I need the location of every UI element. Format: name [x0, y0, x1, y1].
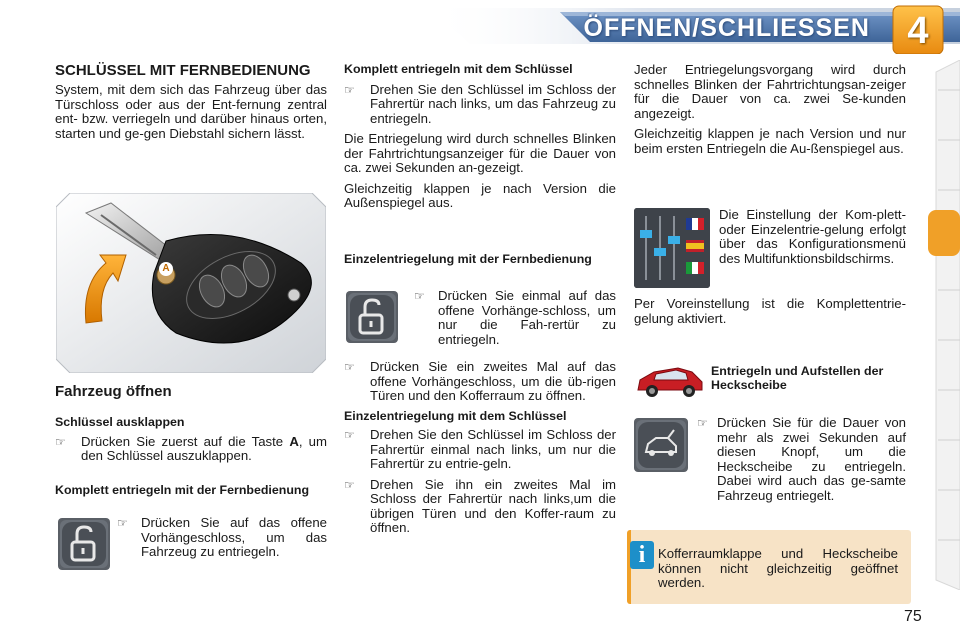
config-sliders-icon — [634, 208, 710, 288]
single-key-instruction-1: ☞ Drehen Sie den Schlüssel im Schloss der Fahrertür einmal nach links, um nur die Fahrertür zu entrie-geln. — [344, 427, 616, 471]
unlock-blink-paragraph: Jeder Entriegelungsvorgang wird durch schnelles Blinken der Fahrtrichtungsan-zeiger für die Dauer von ca. zwei Se-kunden angezeigt. — [634, 62, 906, 121]
tailgate-heading: Entriegeln und Aufstellen der Heckscheibe — [711, 364, 884, 392]
left-column-lower — [55, 385, 327, 400]
section-heading: SCHLÜSSEL MIT FERNBEDIENUNG — [55, 62, 311, 79]
pointing-hand-icon: ☞ — [697, 416, 708, 430]
complete-remote-instruction: ☞ Drücken Sie auf das offene Vorhängeschloss, um das Fahrzeug zu entriegeln. — [117, 515, 327, 559]
single-section-lower — [344, 360, 616, 542]
info-text: Kofferraumklappe und Heckscheibe können nicht gleichzeitig geöffnet werden. — [658, 546, 898, 590]
car-tailgate-icon — [634, 418, 688, 472]
open-vehicle-title: Fahrzeug öffnen — [55, 383, 172, 400]
single-remote-instruction-1: ☞ Drücken Sie einmal auf das offene Vorhänge-schloss, um nur die Fah-rertür zu entriegeln. — [414, 288, 616, 347]
complete-remote-heading: Komplett entriegeln mit der Fernbedienung — [55, 483, 310, 497]
chapter-tab-active — [928, 210, 960, 256]
tailgate-heading-block — [711, 365, 906, 392]
key-photo — [56, 193, 326, 373]
blink-paragraph: Die Entriegelung wird durch schnelles Blinken der Fahrtrichtungsanzeiger für die Dauer von ca. zwei Sekunden an-gezeigt. — [344, 131, 616, 175]
pointing-hand-icon: ☞ — [344, 360, 355, 374]
unfold-instruction: ☞ Drücken Sie zuerst auf die Taste A, um den Schlüssel auszuklappen. — [55, 433, 327, 463]
middle-column — [344, 63, 616, 217]
page-title: ÖFFNEN/SCHLIESSEN — [583, 14, 870, 42]
page-number: 75 — [904, 608, 922, 625]
padlock-open-icon-2 — [346, 291, 398, 343]
single-remote-text-block — [414, 289, 616, 353]
info-icon: i — [630, 541, 654, 569]
car-illustration — [634, 360, 706, 400]
pointing-hand-icon: ☞ — [344, 428, 355, 442]
chapter-tabs — [928, 60, 960, 590]
unfold-heading: Schlüssel ausklappen — [55, 415, 185, 429]
single-key-heading: Einzelentriegelung mit dem Schlüssel — [344, 408, 567, 423]
complete-key-instruction: ☞ Drehen Sie den Schlüssel im Schloss der Fahrertür nach links, um das Fahrzeug zu entriegeln. — [344, 81, 616, 126]
unfold-section — [55, 416, 327, 470]
complete-remote-section — [55, 484, 327, 498]
chapter-number: 4 — [907, 10, 929, 52]
header-band — [0, 0, 960, 54]
tailgate-text-block — [697, 416, 906, 509]
single-remote-section — [344, 253, 616, 267]
padlock-open-icon — [58, 518, 110, 570]
left-column — [55, 63, 327, 147]
single-key-instruction-2: ☞ Drehen Sie ihn ein zweites Mal im Schloss der Fahrertür nach links,um die übrigen Türen und den Koffer-raum zu öffnen. — [344, 476, 616, 535]
pointing-hand-icon: ☞ — [414, 289, 425, 303]
default-block — [634, 297, 906, 332]
default-paragraph: Per Voreinstellung ist die Komplettentrie-gelung aktiviert. — [634, 296, 906, 326]
config-paragraph: Die Einstellung der Kom-plett- oder Einzelentrie-gelung erfolgt über das Konfigurationsmenü des Multifunktionsbildschirms. — [719, 207, 906, 266]
pointing-hand-icon: ☞ — [55, 434, 66, 449]
config-text-block — [719, 208, 906, 272]
mirror-paragraph: Gleichzeitig klappen je nach Version die Außenspiegel aus. — [344, 180, 616, 210]
mirror-fold-paragraph: Gleichzeitig klappen je nach Version und nur beim ersten Entriegeln die Au-ßenspiegel aus. — [634, 126, 906, 156]
pointing-hand-icon: ☞ — [344, 82, 355, 97]
intro-paragraph: System, mit dem sich das Fahrzeug über das Türschloss oder aus der Ent-fernung zentral ent- bzw. verriegeln und darüber hinaus orten, starten und ge-gen Diebstahl sichern lässt. — [55, 82, 327, 141]
complete-key-heading: Komplett entriegeln mit dem Schlüssel — [344, 62, 573, 76]
button-a-ref: A — [289, 433, 299, 449]
key-label-a: A — [159, 262, 173, 276]
pointing-hand-icon: ☞ — [344, 477, 355, 492]
single-remote-heading: Einzelentriegelung mit der Fernbedienung — [344, 252, 592, 266]
single-remote-instruction-2: ☞ Drücken Sie ein zweites Mal auf das offene Vorhängeschloss, um die üb-rigen Türen und den Kofferraum zu öffnen. — [344, 359, 616, 403]
tailgate-instruction: ☞ Drücken Sie für die Dauer von mehr als zwei Sekunden auf diesen Knopf, um die Heckscheibe zu entriegeln. Dabei wird auch das ge-samte Fahrzeug entriegelt. — [697, 415, 906, 503]
complete-remote-text-block — [117, 516, 327, 566]
pointing-hand-icon: ☞ — [117, 516, 128, 530]
right-column — [634, 63, 906, 162]
